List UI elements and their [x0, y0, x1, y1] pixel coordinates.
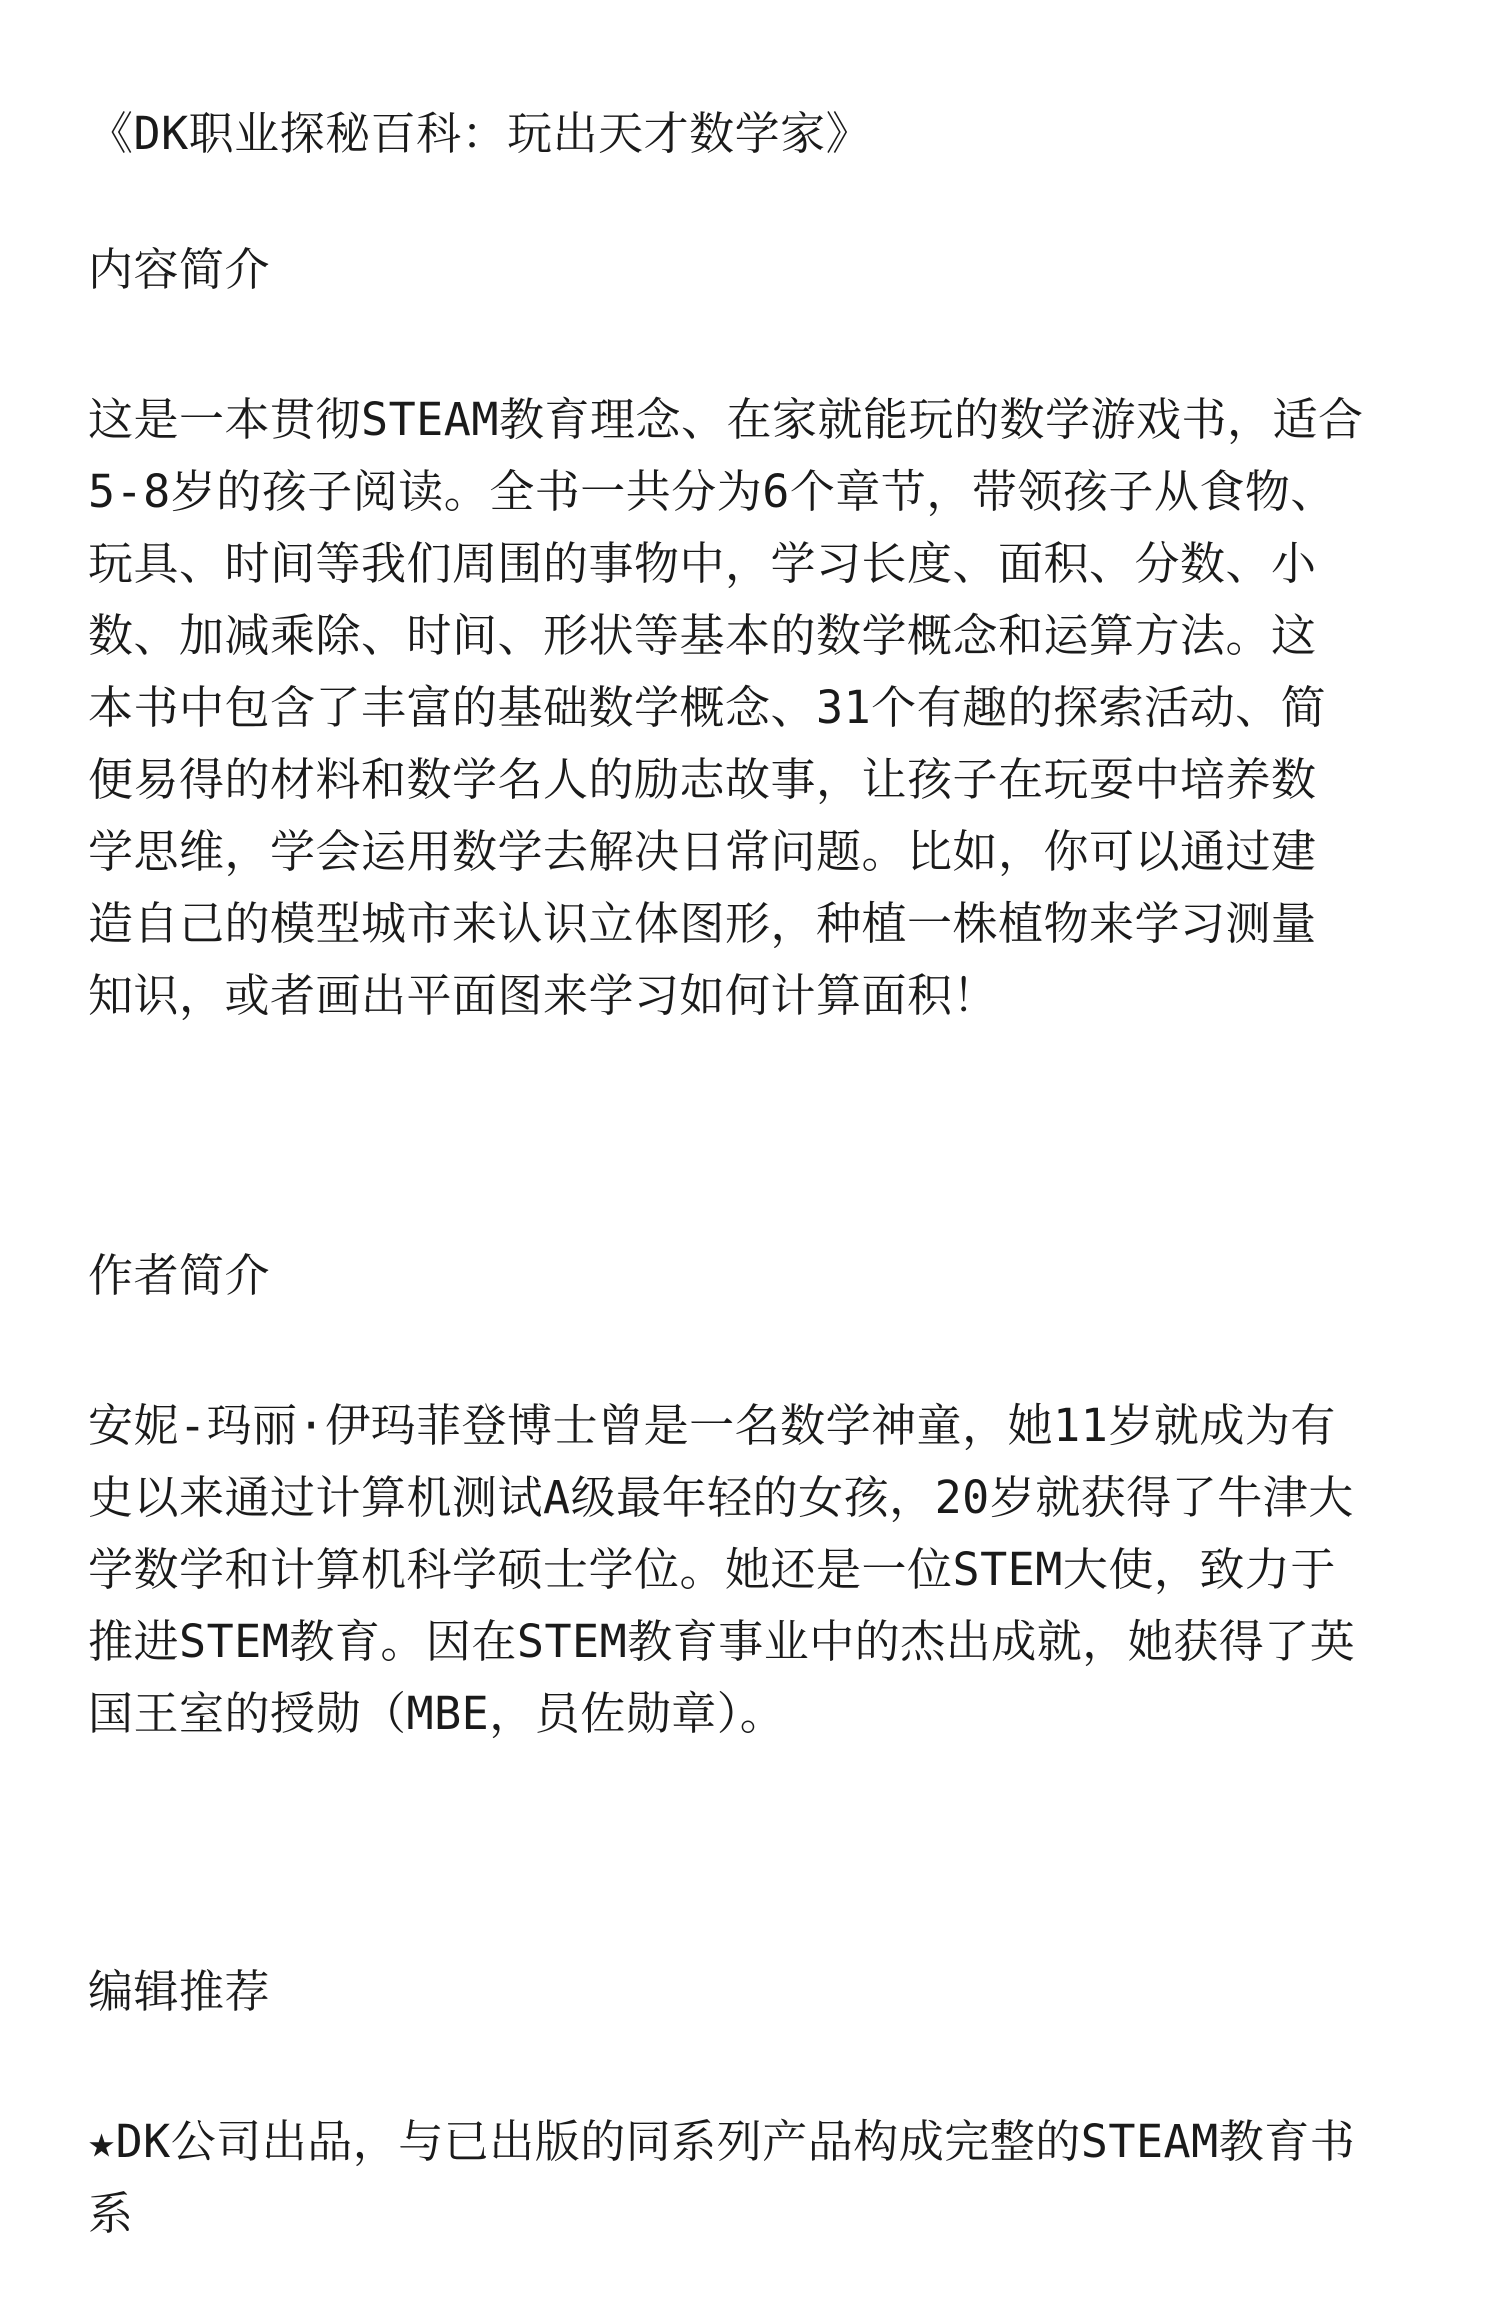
author-line: 史以来通过计算机测试A级最年轻的女孩，20岁就获得了牛津大: [88, 1471, 1354, 1524]
editor-paragraph: [88, 2106, 1418, 2250]
book-title: 《DK职业探秘百科：玩出天才数学家》: [88, 107, 872, 160]
author-line: 安妮-玛丽·伊玛菲登博士曾是一名数学神童，她11岁就成为有: [88, 1399, 1336, 1452]
editor-heading: 编辑推荐: [88, 1965, 271, 2018]
intro-line: 本书中包含了丰富的基础数学概念、31个有趣的探索活动、简: [88, 681, 1327, 734]
author-line: 推进STEM教育。因在STEM教育事业中的杰出成就，她获得了英: [88, 1615, 1356, 1668]
intro-line: 造自己的模型城市来认识立体图形，种植一株植物来学习测量: [88, 897, 1317, 950]
intro-line: 玩具、时间等我们周围的事物中，学习长度、面积、分数、小: [88, 537, 1317, 590]
author-line: 学数学和计算机科学硕士学位。她还是一位STEM大使，致力于: [88, 1543, 1336, 1596]
editor-line: ★DK公司出品，与已出版的同系列产品构成完整的STEAM教育书: [88, 2115, 1356, 2168]
intro-line: 数、加减乘除、时间、形状等基本的数学概念和运算方法。这: [88, 609, 1317, 662]
author-line: 国王室的授勋（MBE，员佐勋章）。: [88, 1687, 786, 1740]
intro-paragraph: [88, 384, 1418, 1032]
intro-line: 知识，或者画出平面图来学习如何计算面积！: [88, 969, 999, 1022]
intro-line: 便易得的材料和数学名人的励志故事，让孩子在玩耍中培养数: [88, 753, 1317, 806]
editor-line: 系: [88, 2187, 134, 2240]
author-paragraph: [88, 1390, 1418, 1750]
intro-line: 5-8岁的孩子阅读。全书一共分为6个章节，带领孩子从食物、: [88, 465, 1336, 518]
intro-line: 这是一本贯彻STEAM教育理念、在家就能玩的数学游戏书，适合: [88, 393, 1364, 446]
author-heading: 作者简介: [88, 1249, 271, 1302]
intro-heading: 内容简介: [88, 243, 271, 296]
intro-line: 学思维，学会运用数学去解决日常问题。比如，你可以通过建: [88, 825, 1317, 878]
